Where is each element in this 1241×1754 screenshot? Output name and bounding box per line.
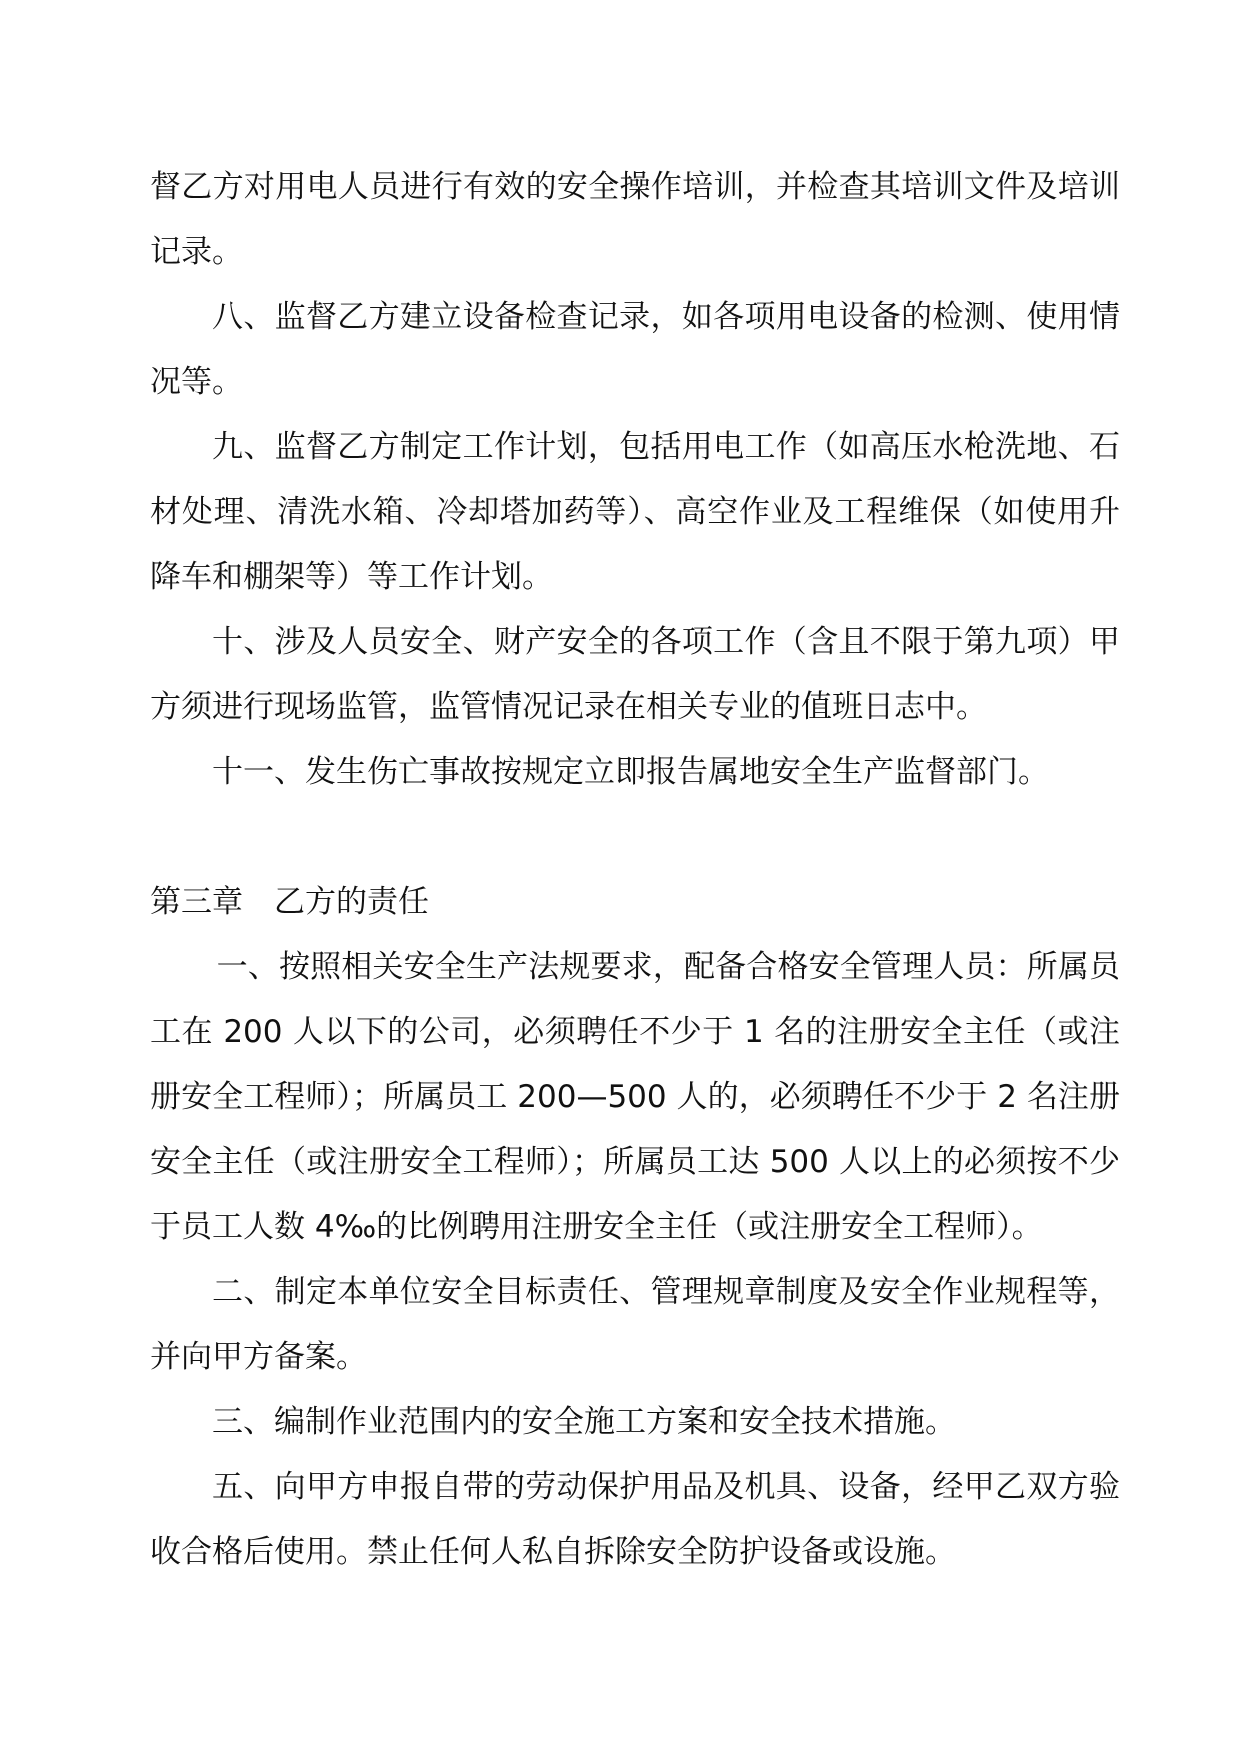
chapter-3-item-1: 一、按照相关安全生产法规要求，配备合格安全管理人员：所属员工在 200 人以下的公司，必须聘任不少于 1 名的注册安全主任（或注册安全工程师）；所属员工 200—500 人的，必须聘任不少于 2 名注册安全主任（或注册安全工程师）；所属员工达 500 人以上的必须按不少于员工人数 4‰的比例聘用注册安全主任（或注册安全工程师）。: [150, 949, 1120, 1245]
chapter-3-item-5: 五、向甲方申报自带的劳动保护用品及机具、设备，经甲乙双方验收合格后使用。禁止任何人私自拆除安全防护设备或设施。: [150, 1469, 1120, 1570]
chapter-3-heading: 第三章 乙方的责任: [150, 884, 429, 920]
chapter-3-item-2: 二、制定本单位安全目标责任、管理规章制度及安全作业规程等，并向甲方备案。: [150, 1274, 1120, 1375]
paragraph-training-continuation: 督乙方对用电人员进行有效的安全操作培训，并检查其培训文件及培训记录。: [150, 169, 1120, 270]
paragraph-item-9: 九、监督乙方制定工作计划，包括用电工作（如高压水枪洗地、石材处理、清洗水箱、冷却塔加药等）、高空作业及工程维保（如使用升降车和棚架等）等工作计划。: [150, 429, 1120, 595]
document-page: [150, 155, 1120, 1585]
section-spacer: [150, 805, 1120, 870]
chapter-3-item-3: 三、编制作业范围内的安全施工方案和安全技术措施。: [212, 1404, 956, 1440]
paragraph-item-10: 十、涉及人员安全、财产安全的各项工作（含且不限于第九项）甲方须进行现场监管，监管情况记录在相关专业的值班日志中。: [150, 624, 1120, 725]
paragraph-item-11: 十一、发生伤亡事故按规定立即报告属地安全生产监督部门。: [212, 754, 1049, 790]
paragraph-item-8: 八、监督乙方建立设备检查记录，如各项用电设备的检测、使用情况等。: [150, 299, 1120, 400]
